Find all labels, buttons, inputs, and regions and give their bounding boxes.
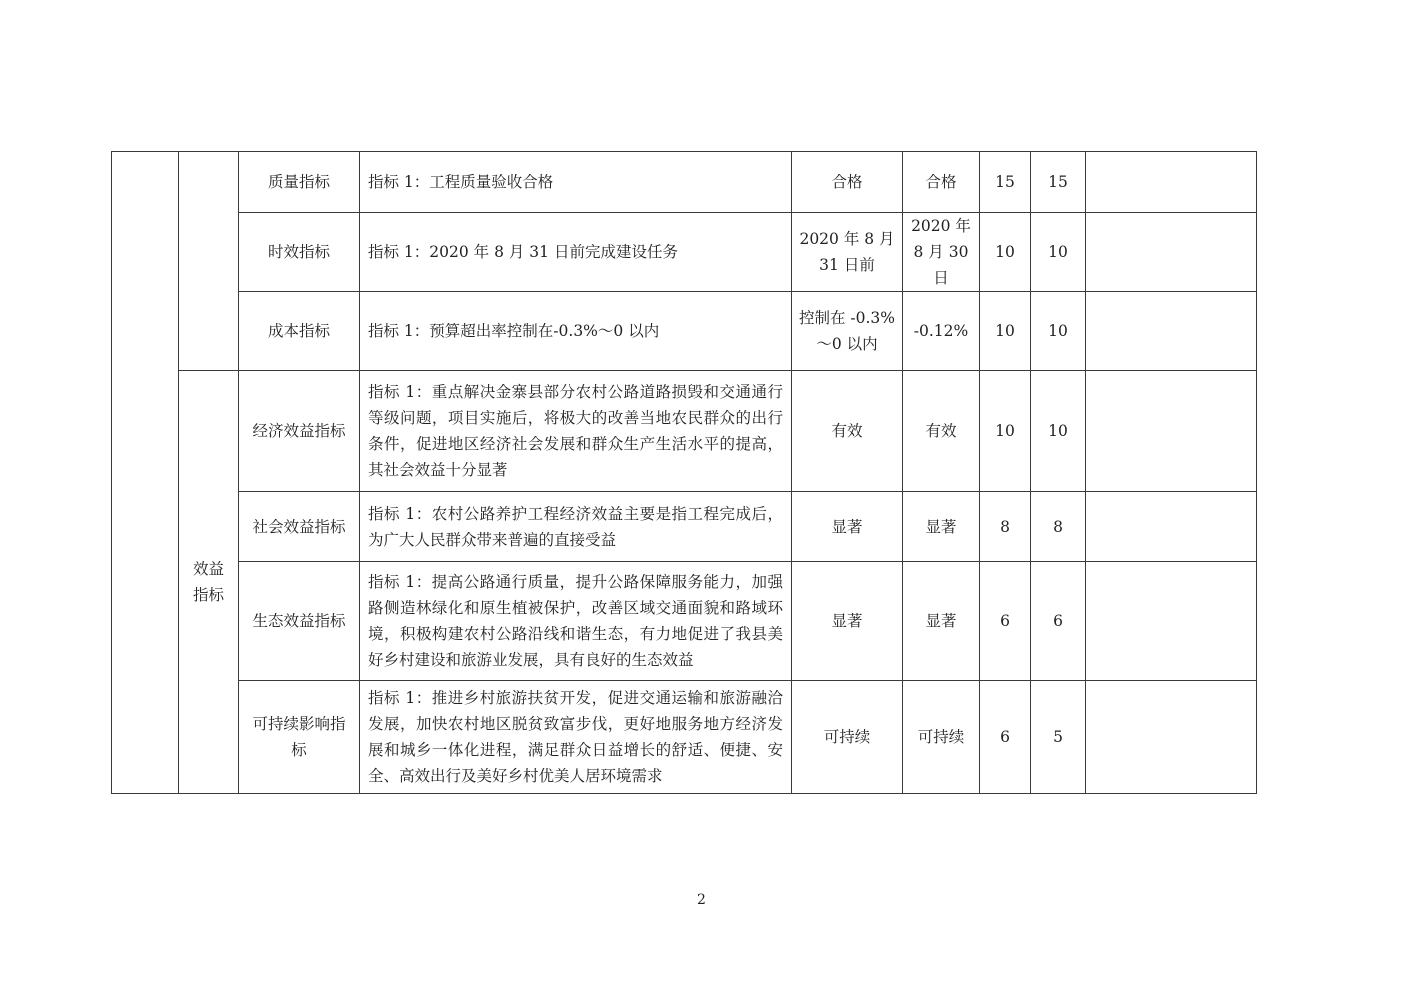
weight: 6	[980, 681, 1031, 794]
indicator-description: 指标 1：2020 年 8 月 31 日前完成建设任务	[360, 213, 792, 292]
table-row	[112, 152, 1257, 213]
output-indicator-group-cell	[179, 152, 239, 371]
table-row	[112, 492, 1257, 562]
actual-value: 显著	[903, 562, 980, 681]
remark	[1086, 562, 1257, 681]
remark	[1086, 492, 1257, 562]
weight: 10	[980, 371, 1031, 492]
score: 10	[1031, 371, 1086, 492]
indicator-name: 经济效益指标	[239, 371, 360, 492]
indicator-name: 社会效益指标	[239, 492, 360, 562]
first-level-indicator-cell	[112, 152, 179, 794]
remark	[1086, 681, 1257, 794]
annual-target: 合格	[792, 152, 903, 213]
indicator-name: 质量指标	[239, 152, 360, 213]
table-row	[112, 681, 1257, 794]
remark	[1086, 213, 1257, 292]
score: 15	[1031, 152, 1086, 213]
annual-target: 有效	[792, 371, 903, 492]
score: 5	[1031, 681, 1086, 794]
annual-target: 控制在 -0.3%～0 以内	[792, 292, 903, 371]
indicator-description: 指标 1：农村公路养护工程经济效益主要是指工程完成后，为广大人民群众带来普遍的直接受益	[360, 492, 792, 562]
remark	[1086, 292, 1257, 371]
score: 8	[1031, 492, 1086, 562]
score: 6	[1031, 562, 1086, 681]
indicator-name: 可持续影响指标	[239, 681, 360, 794]
score: 10	[1031, 213, 1086, 292]
weight: 8	[980, 492, 1031, 562]
actual-value: 合格	[903, 152, 980, 213]
benefit-indicator-group: 效益指标	[179, 371, 239, 794]
actual-value: 可持续	[903, 681, 980, 794]
remark	[1086, 371, 1257, 492]
indicator-name: 成本指标	[239, 292, 360, 371]
remark	[1086, 152, 1257, 213]
annual-target: 显著	[792, 492, 903, 562]
table-row	[112, 562, 1257, 681]
actual-value: 2020 年 8 月 30 日	[903, 213, 980, 292]
indicator-description: 指标 1：重点解决金寨县部分农村公路道路损毁和交通通行等级问题，项目实施后，将极大的改善当地农民群众的出行条件，促进地区经济社会发展和群众生产生活水平的提高，其社会效益十分显著	[360, 371, 792, 492]
weight: 10	[980, 213, 1031, 292]
indicator-description: 指标 1：工程质量验收合格	[360, 152, 792, 213]
annual-target: 2020 年 8 月 31 日前	[792, 213, 903, 292]
score: 10	[1031, 292, 1086, 371]
weight: 6	[980, 562, 1031, 681]
indicator-description: 指标 1：提高公路通行质量，提升公路保障服务能力，加强路侧造林绿化和原生植被保护，改善区域交通面貌和路域环境，积极构建农村公路沿线和谐生态，有力地促进了我县美好乡村建设和旅游业发展，具有良好的生态效益	[360, 562, 792, 681]
weight: 10	[980, 292, 1031, 371]
table-row	[112, 292, 1257, 371]
actual-value: -0.12%	[903, 292, 980, 371]
indicator-description: 指标 1：预算超出率控制在-0.3%～0 以内	[360, 292, 792, 371]
actual-value: 有效	[903, 371, 980, 492]
weight: 15	[980, 152, 1031, 213]
indicator-name: 生态效益指标	[239, 562, 360, 681]
performance-indicator-table	[111, 151, 1257, 794]
page-number: 2	[697, 892, 706, 908]
table-row	[112, 213, 1257, 292]
actual-value: 显著	[903, 492, 980, 562]
annual-target: 显著	[792, 562, 903, 681]
table-row	[112, 371, 1257, 492]
annual-target: 可持续	[792, 681, 903, 794]
indicator-name: 时效指标	[239, 213, 360, 292]
indicator-description: 指标 1：推进乡村旅游扶贫开发，促进交通运输和旅游融洽发展，加快农村地区脱贫致富步伐，更好地服务地方经济发展和城乡一体化进程，满足群众日益增长的舒适、便捷、安全、高效出行及美好乡村优美人居环境需求	[360, 681, 792, 794]
